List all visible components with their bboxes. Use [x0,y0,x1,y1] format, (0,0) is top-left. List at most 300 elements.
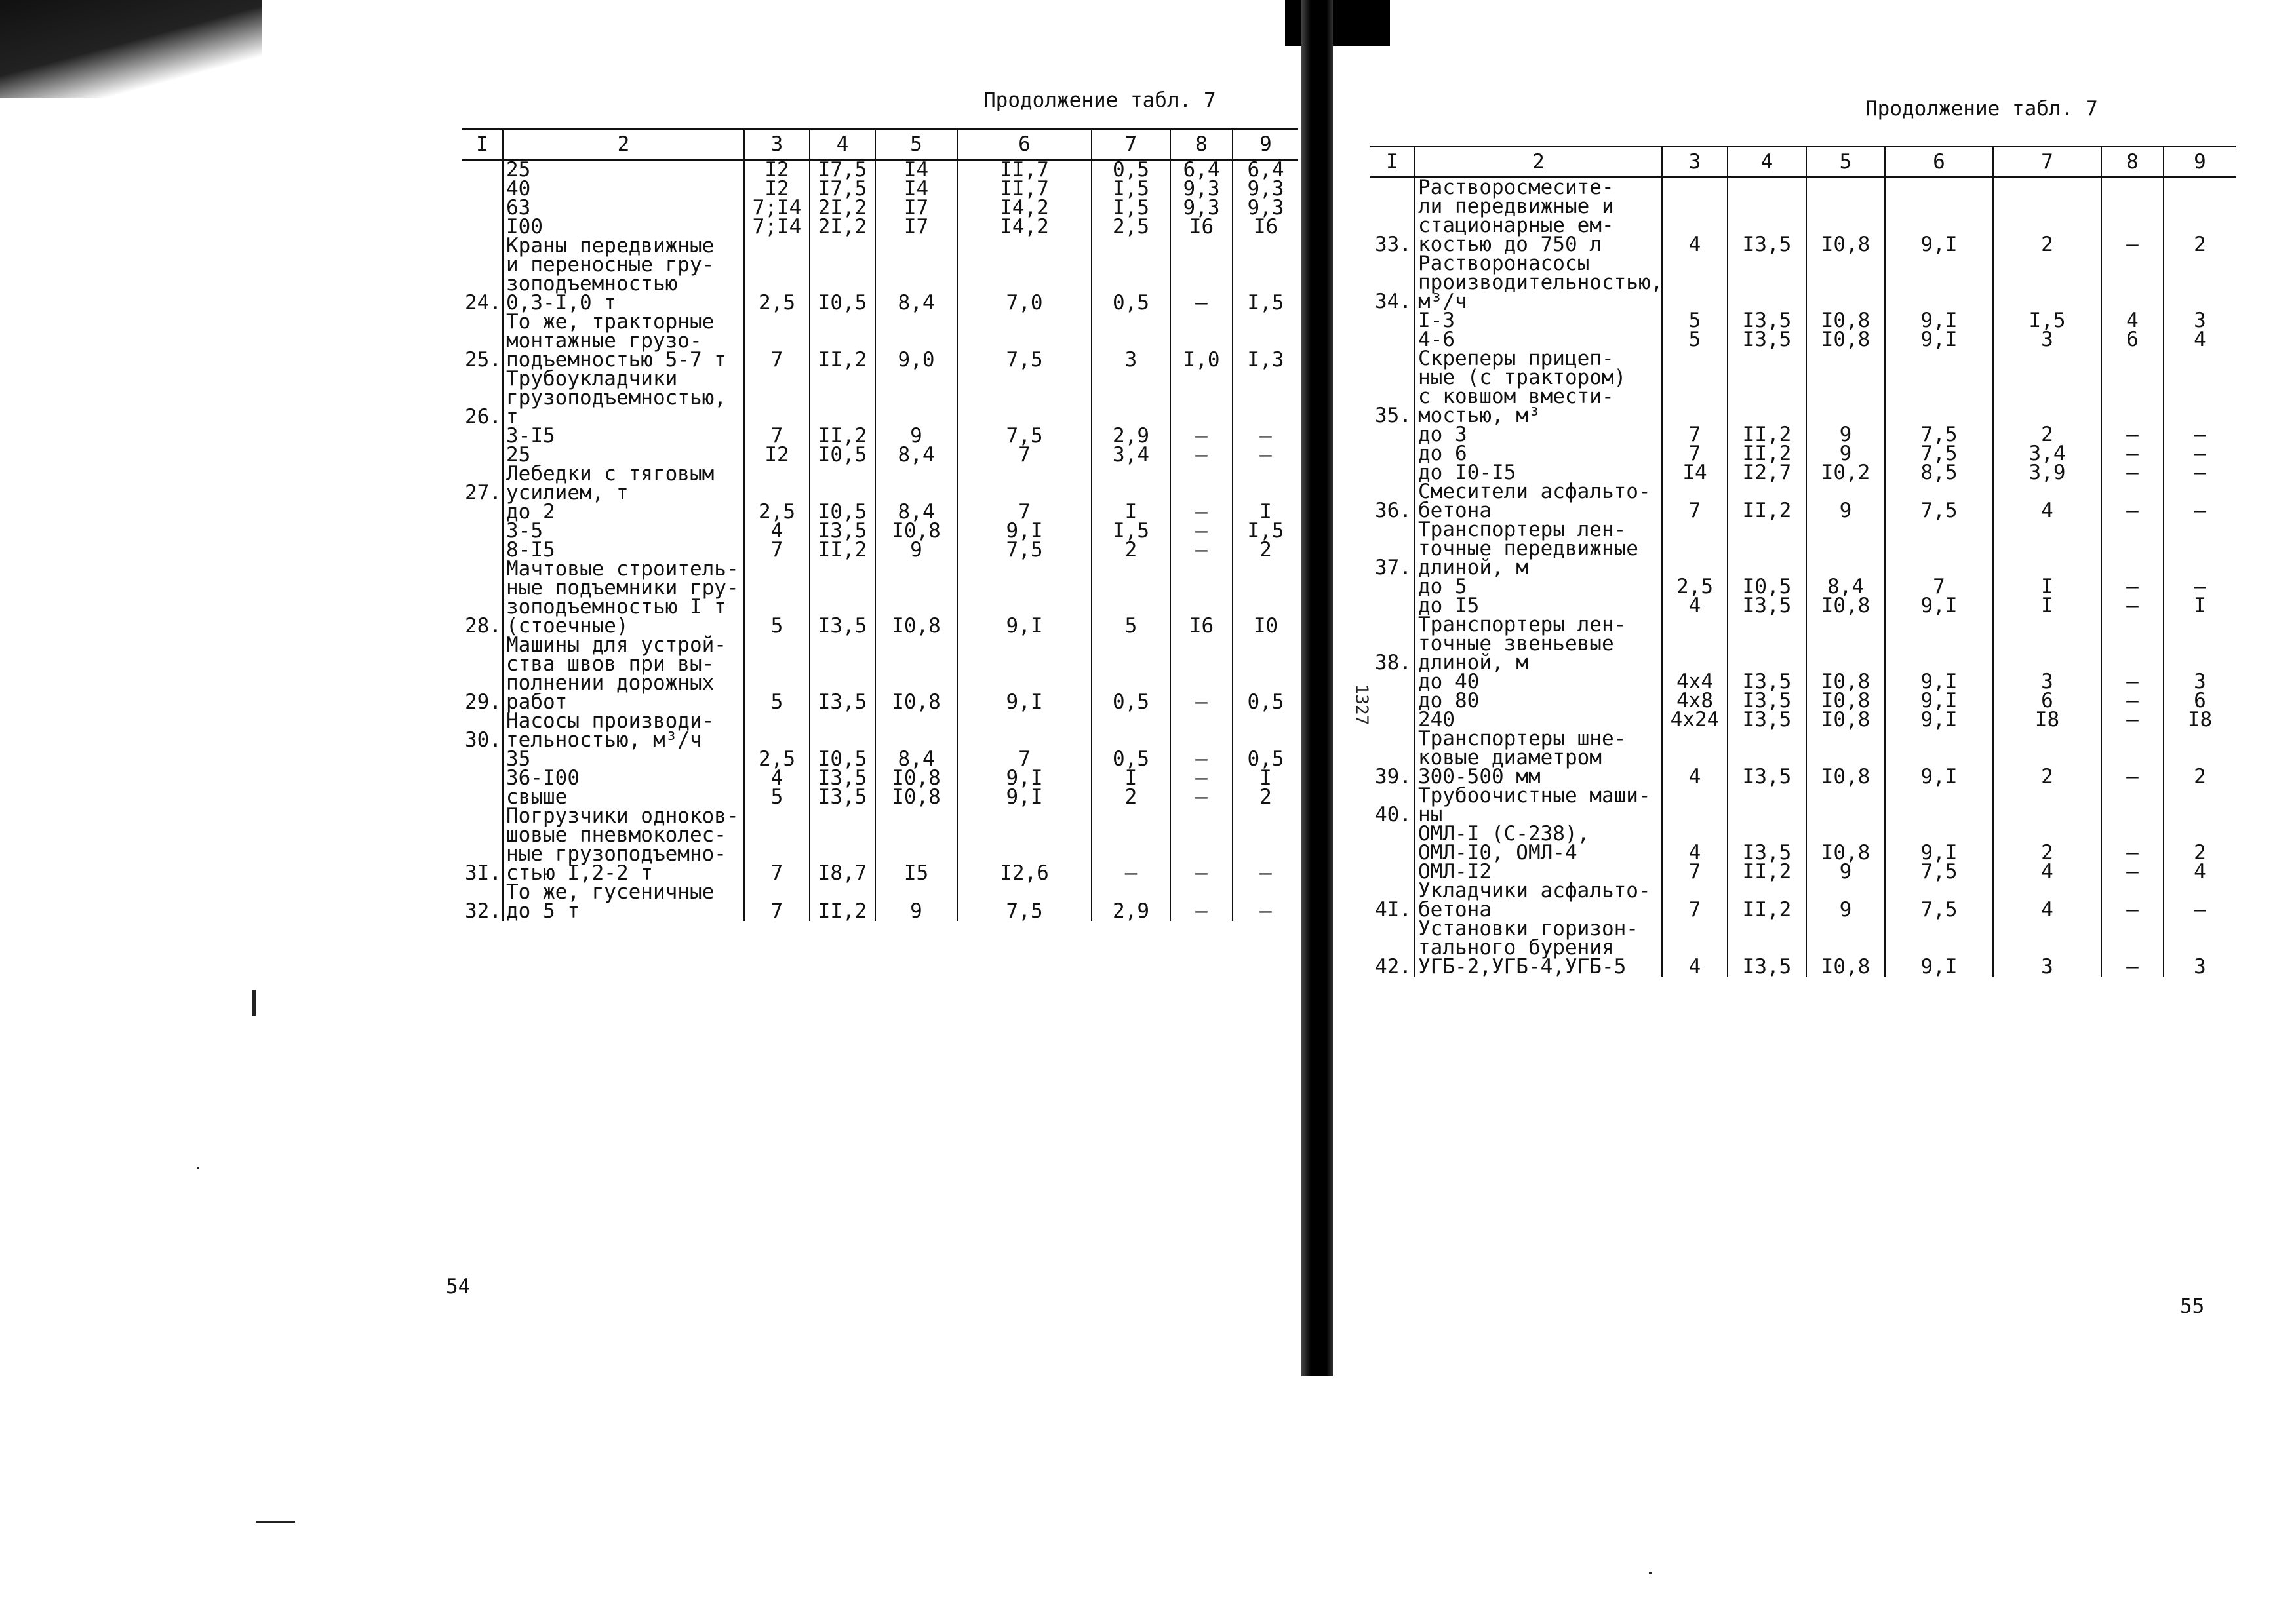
cell-col-8 [1170,465,1233,503]
cell-col-4: I3,5 [810,769,875,788]
cell-col-3: 7 [1662,444,1728,463]
sub-item-name: 4-6 [1415,330,1662,349]
row-number [462,541,503,560]
cell-col-8: – [2101,463,2164,482]
machine-name: Мачтовые строитель- ные подъемники гру- зоподъемностью I т (стоечные) [503,560,744,636]
cell-col-8: 6 [2101,330,2164,349]
cell-col-7: I [1993,577,2101,596]
column-header-3: 3 [744,129,810,160]
cell-col-8: – [1170,750,1233,769]
cell-col-3 [744,712,810,750]
cell-col-7 [1092,370,1170,427]
cell-col-3: 7 [744,807,810,883]
cell-col-3: 7;I4 [744,199,810,218]
cell-col-9 [2164,349,2236,425]
cell-col-4: I7,5 [810,180,875,199]
cell-col-3 [1662,520,1728,577]
row-number [462,503,503,522]
scan-speck [252,990,256,1016]
row-number [1370,596,1415,615]
cell-col-6: 9,I [1885,672,1993,691]
cell-col-8: – [2101,710,2164,730]
cell-col-9 [2164,520,2236,577]
cell-col-4: II,2 [1728,882,1806,920]
table-row [462,503,1298,522]
cell-col-7: I,5 [1092,180,1170,199]
cell-col-4: I3,5 [1728,311,1806,330]
cell-col-7: I,5 [1092,199,1170,218]
cell-col-9: I,5 [1233,522,1298,541]
row-number [462,788,503,807]
cell-col-8: – [2101,425,2164,444]
cell-col-8: – [1170,636,1233,712]
cell-col-7: I8 [1993,710,2101,730]
cell-col-5: 8,4 [875,237,957,313]
continuation-label: Продолжение табл. 7 [983,88,1216,112]
cell-col-4: II,2 [810,883,875,921]
machine-name: Растворосмесите- ли передвижные и стационарные ем- костью до 750 л [1415,178,1662,255]
cell-col-9 [2164,254,2236,311]
data-table [1370,146,2236,977]
machine-name: Насосы производи- тельностью, м³/ч [503,712,744,750]
cell-col-5: I5 [875,807,957,883]
table-row [462,883,1298,921]
cell-col-3: I2 [744,160,810,180]
cell-col-6: 7,5 [1885,444,1993,463]
table-row [1370,482,2236,520]
cell-col-7: I [1092,769,1170,788]
cell-col-8: I,0 [1170,313,1233,370]
cell-col-9: – [1233,807,1298,883]
cell-col-9: – [2164,482,2236,520]
machine-name: Машины для устрой- ства швов при вы- полнении дорожных работ [503,636,744,712]
cell-col-6 [957,465,1092,503]
cell-col-5: I0,8 [1806,311,1885,330]
cell-col-4: I7,5 [810,160,875,180]
row-number: 36. [1375,499,1412,522]
cell-col-8: – [1170,883,1233,921]
cell-col-6: I4,2 [957,218,1092,237]
table-row [1370,882,2236,920]
table-row [1370,730,2236,787]
sub-item-name: до 40 [1415,672,1662,691]
page-number: 55 [2180,1294,2205,1318]
cell-col-6 [1885,349,1993,425]
sub-item-name: 35 [503,750,744,769]
cell-col-9: 6,4 [1233,160,1298,180]
table-row [1370,520,2236,577]
cell-col-3: I4 [1662,463,1728,482]
cell-col-4: I3,5 [1728,330,1806,349]
cell-col-8: – [1170,446,1233,465]
row-number: 42. [1375,955,1412,979]
cell-col-9 [1233,370,1298,427]
cell-col-3: 7 [744,427,810,446]
cell-col-8: – [1170,769,1233,788]
cell-col-5: I0,8 [875,788,957,807]
cell-col-5: 8,4 [1806,577,1885,596]
cell-col-5 [875,370,957,427]
row-number [1370,311,1415,330]
cell-col-9 [1233,465,1298,503]
cell-col-7: 3,4 [1092,446,1170,465]
cell-col-5 [1806,520,1885,577]
table-row [462,199,1298,218]
row-number: 3I. [465,861,502,885]
cell-col-5: I0,8 [1806,178,1885,255]
cell-col-3: 7 [1662,425,1728,444]
cell-col-8: – [1170,807,1233,883]
sub-item-name: до I5 [1415,596,1662,615]
cell-col-4: II,2 [810,427,875,446]
cell-col-7 [1092,712,1170,750]
continuation-label: Продолжение табл. 7 [1865,97,2098,121]
cell-col-9: – [1233,883,1298,921]
column-header-1: I [1370,147,1415,178]
row-number: 24. [465,291,502,315]
table-row [1370,615,2236,672]
table-row [462,636,1298,712]
row-number [1370,444,1415,463]
book-spine [1301,0,1333,1376]
cell-col-3: 4x8 [1662,691,1728,710]
cell-col-6: 7,5 [957,883,1092,921]
cell-col-6: 9,I [957,636,1092,712]
cell-col-5: 9 [1806,425,1885,444]
cell-col-5: I0,2 [1806,463,1885,482]
cell-col-7: 3,4 [1993,444,2101,463]
cell-col-9: I [2164,596,2236,615]
table-header [1370,147,2236,178]
cell-col-6: 7,5 [957,541,1092,560]
cell-col-5: I0,8 [1806,596,1885,615]
cell-col-4 [810,370,875,427]
cell-col-5: I0,8 [1806,710,1885,730]
cell-col-8: – [1170,788,1233,807]
row-number [1370,825,1415,863]
cell-col-7: 3 [1993,330,2101,349]
cell-col-4: 2I,2 [810,218,875,237]
sub-item-name: ОМЛ-I2 [1415,863,1662,882]
cell-col-3: 7 [744,313,810,370]
cell-col-4: II,2 [1728,425,1806,444]
cell-col-6: 9,I [1885,330,1993,349]
cell-col-6: 9,I [957,560,1092,636]
cell-col-4: II,2 [810,541,875,560]
cell-col-5: I0,8 [1806,672,1885,691]
cell-col-8: – [2101,577,2164,596]
cell-col-9: 2 [1233,788,1298,807]
cell-col-3: 7 [744,541,810,560]
machine-name: Краны передвижные и переносные гру- зоподъемностью 0,3-I,0 т [503,237,744,313]
cell-col-5: 9 [1806,863,1885,882]
cell-col-8 [2101,615,2164,672]
cell-col-4: I0,5 [810,237,875,313]
row-number: 27. [465,481,502,505]
cell-col-4: I2,7 [1728,463,1806,482]
cell-col-7: 4 [1993,882,2101,920]
cell-col-7 [1993,254,2101,311]
cell-col-7: 2 [1092,541,1170,560]
machine-name: Трубоукладчики грузоподъемностью, т [503,370,744,427]
table-row [462,807,1298,883]
table-row [462,370,1298,427]
cell-col-4: I3,5 [1728,920,1806,977]
cell-col-6: 7,5 [957,427,1092,446]
table-row [462,712,1298,750]
scan-speck [197,1167,199,1169]
cell-col-6: 9,I [1885,710,1993,730]
cell-col-5: I4 [875,180,957,199]
cell-col-8: I6 [1170,560,1233,636]
table-row [462,750,1298,769]
cell-col-8 [1170,712,1233,750]
cell-col-8: – [2101,691,2164,710]
cell-col-7: I,5 [1993,311,2101,330]
row-number [462,522,503,541]
cell-col-5: I0,8 [875,636,957,712]
cell-col-5: 8,4 [875,446,957,465]
table-row [462,560,1298,636]
margin-stamp: 1327 [1351,684,1372,726]
cell-col-7: 5 [1092,560,1170,636]
table-row [462,522,1298,541]
cell-col-4: I3,5 [1728,596,1806,615]
cell-col-3: 4 [744,769,810,788]
cell-col-9: 0,5 [1233,750,1298,769]
cell-col-6: 7,5 [1885,863,1993,882]
cell-col-7: – [1092,807,1170,883]
scan-speck [256,1521,295,1523]
machine-name: Лебедки с тяговым усилием, т [503,465,744,503]
row-number: 40. [1375,803,1412,827]
cell-col-6: 9,I [1885,311,1993,330]
row-number [1370,710,1415,730]
cell-col-5: I0,8 [1806,330,1885,349]
column-header-5: 5 [1806,147,1885,178]
cell-col-8: – [2101,482,2164,520]
cell-col-7 [1993,787,2101,825]
cell-col-7: 0,5 [1092,636,1170,712]
row-number [462,180,503,199]
cell-col-6: 7 [957,503,1092,522]
table-header [462,129,1298,160]
cell-col-5: 8,4 [875,503,957,522]
cell-col-7: 0,5 [1092,160,1170,180]
column-header-7: 7 [1993,147,2101,178]
cell-col-3: 4x24 [1662,710,1728,730]
cell-col-7 [1993,349,2101,425]
cell-col-7: 0,5 [1092,237,1170,313]
cell-col-5: I0,8 [875,522,957,541]
table-row [1370,691,2236,710]
row-number: 30. [465,728,502,752]
row-number: 32. [465,899,502,923]
sub-item-name: до 5 [1415,577,1662,596]
row-number: 26. [465,405,502,429]
cell-col-4: 2I,2 [810,199,875,218]
machine-name: Транспортеры шне- ковые диаметром 300-500 мм [1415,730,1662,787]
machine-name: Транспортеры лен- точные передвижные длиной, м [1415,520,1662,577]
table-row [462,313,1298,370]
cell-col-6 [957,370,1092,427]
cell-col-9: I,3 [1233,313,1298,370]
table-row [1370,425,2236,444]
cell-col-5: I0,8 [1806,825,1885,863]
cell-col-4: I8,7 [810,807,875,883]
cell-col-4: I3,5 [810,636,875,712]
cell-col-7: 2,9 [1092,427,1170,446]
cell-col-6: 9,I [1885,920,1993,977]
row-number: 35. [1375,404,1412,427]
machine-name: Смесители асфальто- бетона [1415,482,1662,520]
cell-col-3: 4 [1662,730,1728,787]
row-number [1370,577,1415,596]
cell-col-9: – [2164,463,2236,482]
cell-col-6 [1885,787,1993,825]
cell-col-9: I [1233,769,1298,788]
row-number [462,199,503,218]
machine-name: Установки горизон- тального бурения УГБ-2,УГБ-4,УГБ-5 [1415,920,1662,977]
cell-col-9: 3 [2164,311,2236,330]
cell-col-4: II,2 [810,313,875,370]
cell-col-8: 4 [2101,311,2164,330]
cell-col-6: 7,5 [1885,882,1993,920]
sub-item-name: 3-I5 [503,427,744,446]
sub-item-name: до 80 [1415,691,1662,710]
cell-col-8: 6,4 [1170,160,1233,180]
cell-col-7 [1993,615,2101,672]
page-number: 54 [446,1275,471,1298]
cell-col-5: I0,8 [1806,920,1885,977]
cell-col-5 [1806,254,1885,311]
cell-col-8: – [2101,730,2164,787]
cell-col-6: II,7 [957,180,1092,199]
cell-col-5: 9 [875,541,957,560]
cell-col-3: 7 [1662,863,1728,882]
sub-item-name: до I0-I5 [1415,463,1662,482]
cell-col-4: I3,5 [1728,825,1806,863]
cell-col-4: I0,5 [810,750,875,769]
cell-col-7: 3 [1092,313,1170,370]
table-row [1370,178,2236,255]
cell-col-3: 4 [1662,825,1728,863]
column-header-9: 9 [1233,129,1298,160]
column-header-4: 4 [810,129,875,160]
cell-col-8: – [2101,672,2164,691]
row-number [1370,463,1415,482]
table-row [1370,920,2236,977]
row-number: 38. [1375,651,1412,674]
cell-col-7: 4 [1993,863,2101,882]
cell-col-3: 2,5 [744,503,810,522]
cell-col-7: I [1092,503,1170,522]
cell-col-7: 2,9 [1092,883,1170,921]
row-number [462,160,503,180]
cell-col-9 [2164,787,2236,825]
table-row [462,769,1298,788]
cell-col-6: 7 [957,446,1092,465]
cell-col-6 [1885,254,1993,311]
cell-col-3 [1662,349,1728,425]
row-number [462,218,503,237]
cell-col-6: I2,6 [957,807,1092,883]
cell-col-7: 3,9 [1993,463,2101,482]
table-row [1370,311,2236,330]
cell-col-9: 3 [2164,672,2236,691]
cell-col-8: – [1170,237,1233,313]
cell-col-6: I4,2 [957,199,1092,218]
cell-col-7: 3 [1993,920,2101,977]
cell-col-8: – [2101,596,2164,615]
row-number [1370,425,1415,444]
sub-item-name: 3-5 [503,522,744,541]
column-header-9: 9 [2164,147,2236,178]
cell-col-4: I3,5 [1728,691,1806,710]
cell-col-9: – [1233,427,1298,446]
row-number [462,769,503,788]
cell-col-6: 8,5 [1885,463,1993,482]
cell-col-9: – [2164,882,2236,920]
cell-col-9: I,5 [1233,237,1298,313]
sub-item-name: 25 [503,446,744,465]
sub-item-name: 240 [1415,710,1662,730]
machine-name: Скреперы прицеп- ные (с трактором) с ковшом вмести- мостью, м³ [1415,349,1662,425]
cell-col-9: I6 [1233,218,1298,237]
cell-col-8: – [2101,863,2164,882]
row-number: 34. [1375,290,1412,313]
cell-col-9: 9,3 [1233,199,1298,218]
row-number [462,750,503,769]
cell-col-5: 9 [1806,882,1885,920]
cell-col-5: I0,8 [1806,730,1885,787]
table-row [1370,787,2236,825]
column-header-1: I [462,129,503,160]
table-row [1370,825,2236,863]
cell-col-3 [1662,254,1728,311]
cell-col-4: I0,5 [810,446,875,465]
cell-col-9: 2 [1233,541,1298,560]
sub-item-name: 36-I00 [503,769,744,788]
table-row [1370,254,2236,311]
cell-col-9 [2164,615,2236,672]
cell-col-6: 9,I [957,522,1092,541]
cell-col-5: 9 [875,883,957,921]
column-header-4: 4 [1728,147,1806,178]
table-row [462,427,1298,446]
cell-col-6: 7,5 [1885,482,1993,520]
cell-col-5 [875,712,957,750]
cell-col-6: II,7 [957,160,1092,180]
cell-col-4 [1728,520,1806,577]
machine-name: Укладчики асфальто- бетона [1415,882,1662,920]
cell-col-3: 5 [1662,330,1728,349]
cell-col-5: I0,8 [875,560,957,636]
cell-col-4 [1728,615,1806,672]
cell-col-6: 9,I [1885,730,1993,787]
cell-col-3: 5 [744,636,810,712]
cell-col-3 [744,370,810,427]
column-header-3: 3 [1662,147,1728,178]
row-number: 33. [1375,233,1412,256]
cell-col-8 [2101,349,2164,425]
row-number: 29. [465,690,502,714]
cell-col-9: 3 [2164,920,2236,977]
cell-col-4: II,2 [1728,444,1806,463]
cell-col-5 [1806,349,1885,425]
row-number: 39. [1375,765,1412,788]
table-row [462,237,1298,313]
